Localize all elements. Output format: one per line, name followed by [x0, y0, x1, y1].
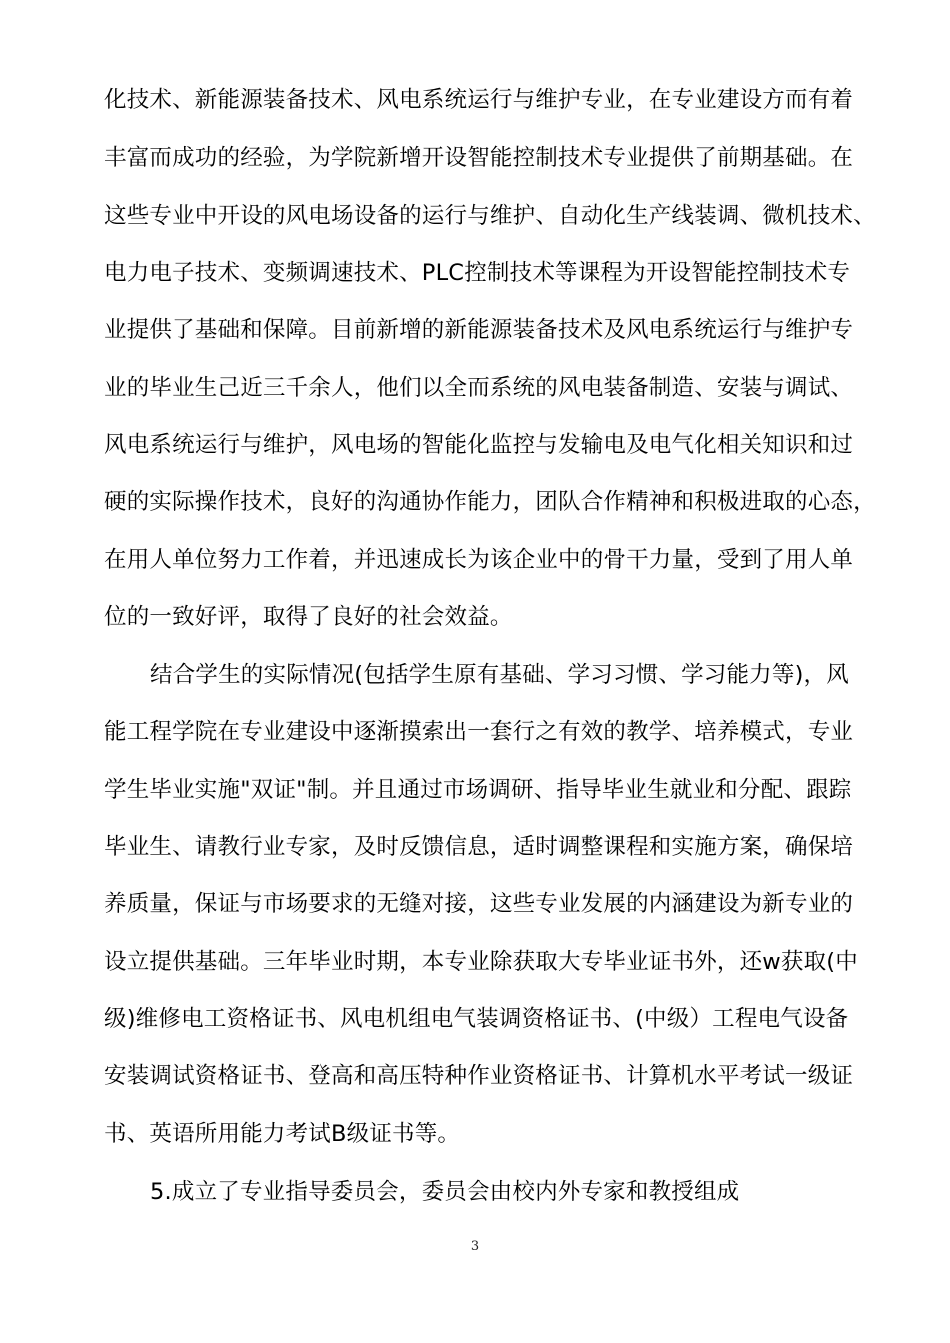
paragraph-line: 硬的实际操作技术，良好的沟通协作能力，团队合作精神和积极进取的心态， [104, 489, 876, 515]
page-number: 3 [470, 1239, 480, 1254]
section-heading: 5.成立了专业指导委员会，委员会由校内外专家和教授组成 [150, 1179, 740, 1205]
paragraph-line: 电力电子技术、变频调速技术、PLC控制技术等课程为开设智能控制技术专 [104, 260, 851, 286]
paragraph-line: 养质量，保证与市场要求的无缝对接，这些专业发展的内涵建设为新专业的 [104, 891, 854, 917]
paragraph-line: 业提供了基础和保障。目前新增的新能源装备技术及风电系统运行与维护专 [104, 317, 854, 343]
paragraph-line: 化技术、新能源装备技术、风电系统运行与维护专业，在专业建设方而有着 [104, 87, 854, 113]
paragraph-line: 结合学生的实际情况(包括学生原有基础、学习习惯、学习能力等)，风 [150, 662, 849, 688]
paragraph-line: 这些专业中开设的风电场设备的运行与维护、自动化生产线装调、微机技术、 [104, 203, 876, 229]
paragraph-line: 位的一致好评，取得了良好的社会效益。 [104, 604, 513, 630]
paragraph-line: 学生毕业实施"双证"制。并且通过市场调研、指导毕业生就业和分配、跟踪 [104, 777, 852, 803]
paragraph-line: 在用人单位努力工作着，并迅速成长为该企业中的骨干力量，受到了用人单 [104, 547, 854, 573]
paragraph-line: 设立提供基础。三年毕业时期，本专业除获取大专毕业证书外，还w获取(中 [104, 949, 858, 975]
paragraph-line: 丰富而成功的经验，为学院新增开设智能控制技术专业提供了前期基础。在 [104, 145, 854, 171]
paragraph-line: 书、英语所用能力考试B级证书等。 [104, 1121, 461, 1147]
paragraph-line: 业的毕业生己近三千余人，他们以全而系统的风电装备制造、安装与调试、 [104, 375, 854, 401]
paragraph-line: 毕业生、请教行业专家，及时反馈信息，适时调整课程和实施方案，确保培 [104, 834, 854, 860]
paragraph-line: 级)维修电工资格证书、风电机组电气装调资格证书、(中级）工程电气设备 [104, 1006, 849, 1032]
paragraph-line: 安装调试资格证书、登高和高压特种作业资格证书、计算机水平考试一级证 [104, 1063, 854, 1089]
paragraph-line: 能工程学院在专业建设中逐渐摸索出一套行之有效的教学、培养模式，专业 [104, 719, 854, 745]
paragraph-line: 风电系统运行与维护，风电场的智能化监控与发输电及电气化相关知识和过 [104, 432, 854, 458]
